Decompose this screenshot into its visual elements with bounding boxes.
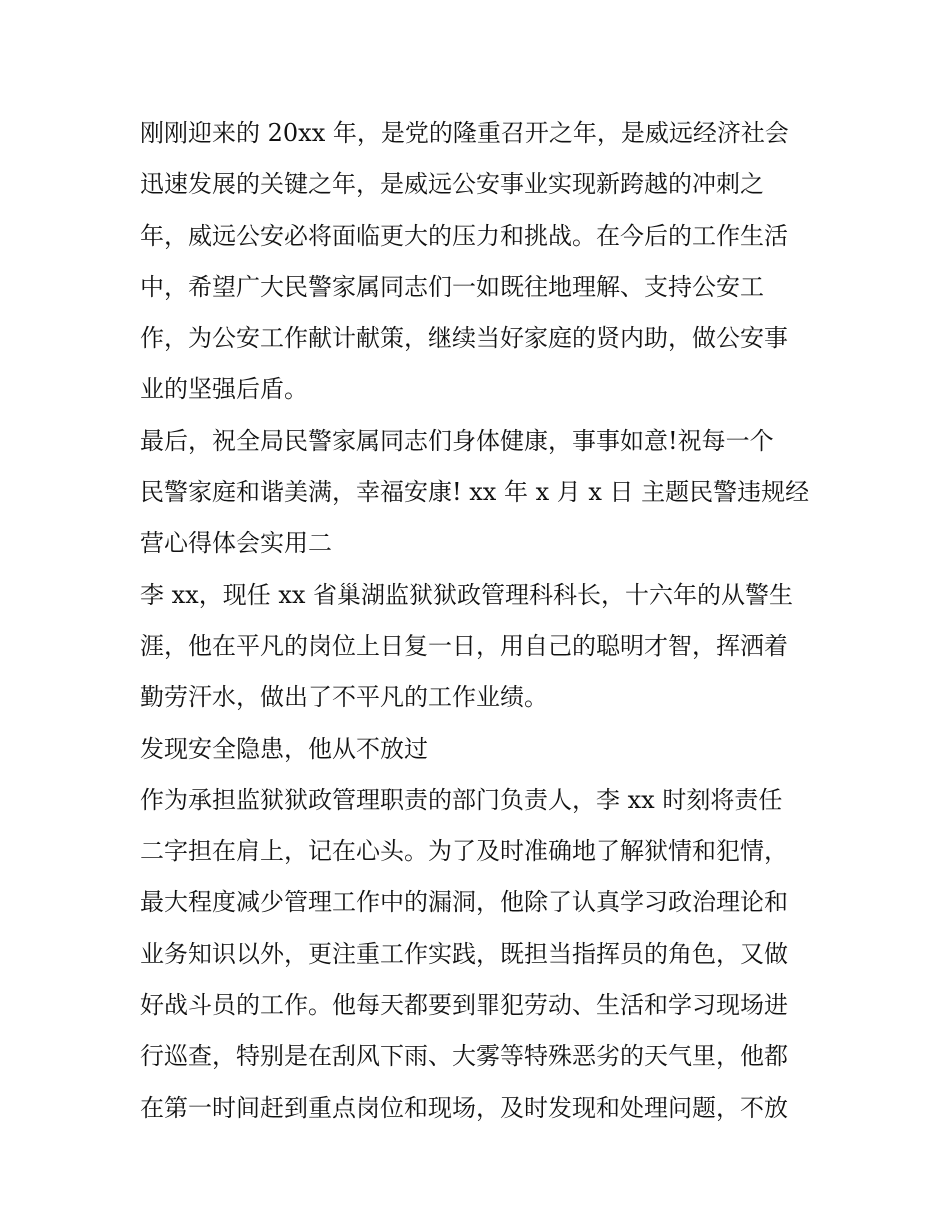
text-line: 行巡查，特别是在刮风下雨、大雾等特殊恶劣的天气里，他都 [140, 1042, 788, 1071]
text-line: 营心得体会实用二 [140, 529, 332, 558]
text-line: 作，为公安工作献计献策，继续当好家庭的贤内助，做公安事 [140, 324, 788, 353]
text-line: 迅速发展的关键之年，是威远公安事业实现新跨越的冲刺之 [140, 170, 764, 199]
text-line: 作为承担监狱狱政管理职责的部门负责人，李 xx 时刻将责任 [140, 785, 783, 814]
text-line: 年，威远公安必将面临更大的压力和挑战。在今后的工作生活 [140, 221, 788, 250]
text-line: 在第一时间赶到重点岗位和现场，及时发现和处理问题，不放 [140, 1093, 788, 1122]
text-line: 好战斗员的工作。他每天都要到罪犯劳动、生活和学习现场进 [140, 991, 788, 1020]
text-line: 最后，祝全局民警家属同志们身体健康，事事如意!祝每一个 [140, 426, 774, 455]
body-text [140, 108, 820, 1134]
section-heading: 发现安全隐患，他从不放过 [140, 734, 428, 763]
text-line: 涯，他在平凡的岗位上日复一日，用自己的聪明才智，挥洒着 [140, 631, 788, 660]
text-line: 李 xx，现任 xx 省巢湖监狱狱政管理科科长，十六年的从警生 [140, 580, 794, 609]
text-line: 刚刚迎来的 20xx 年，是党的隆重召开之年，是威远经济社会 [140, 119, 789, 147]
text-line: 中，希望广大民警家属同志们一如既往地理解、支持公安工 [140, 272, 764, 301]
text-line: 最大程度减少管理工作中的漏洞，他除了认真学习政治理论和 [140, 888, 788, 917]
text-line: 业的坚强后盾。 [140, 375, 308, 404]
text-line: 民警家庭和谐美满，幸福安康! xx 年 x 月 x 日 主题民警违规经 [140, 478, 810, 507]
text-line: 业务知识以外，更注重工作实践，既担当指挥员的角色，又做 [140, 939, 788, 968]
text-line: 二字担在肩上，记在心头。为了及时准确地了解狱情和犯情， [140, 837, 788, 866]
text-line: 勤劳汗水，做出了不平凡的工作业绩。 [140, 683, 548, 712]
